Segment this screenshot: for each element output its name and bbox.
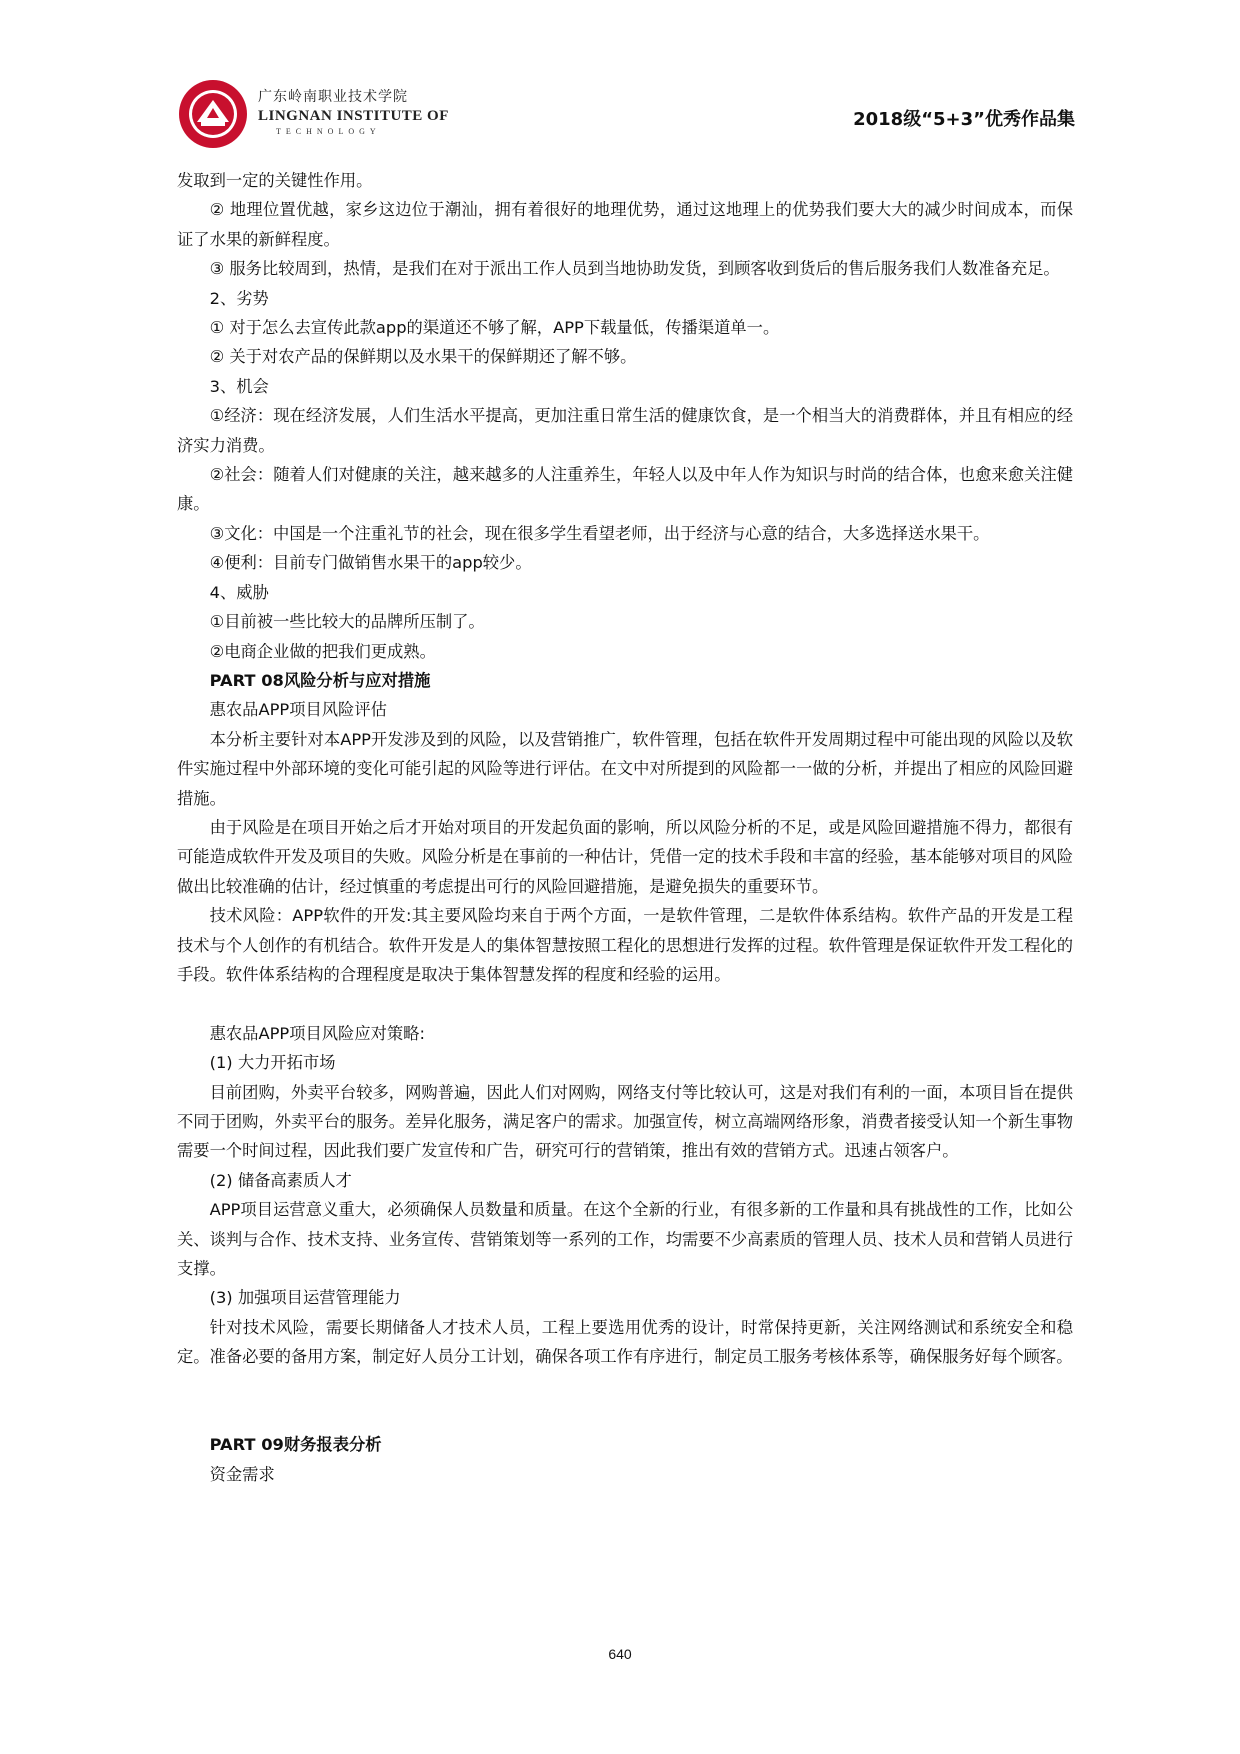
- collection-title: 2018级“5+3”优秀作品集: [853, 109, 1075, 130]
- subheading: (2) 储备高素质人才: [209, 1170, 352, 1190]
- paragraph: 惠农品APP项目风险评估: [209, 700, 387, 720]
- paragraph: ④便利：目前专门做销售水果干的app较少。: [209, 553, 532, 573]
- spacer: [177, 989, 1073, 1018]
- paragraph: 技术风险：APP软件的开发:其主要风险均来自于两个方面，一是软件管理，二是软件体系结构。软件产品的开发是工程技术与个人创作的有机结合。软件开发是人的集体智慧按照工程化的思想进行发挥的过程。软件管理是保证软件开发工程化的手段。软件体系结构的合理程度是取决于集体智慧发挥的程度和经验的运用。: [177, 906, 1073, 984]
- paragraph: 资金需求: [209, 1464, 275, 1484]
- institution-name-en-sub: TECHNOLOGY: [276, 127, 381, 136]
- institution-name-cn: 广东岭南职业技术学院: [258, 89, 408, 105]
- paragraph: 惠农品APP项目风险应对策略:: [209, 1023, 425, 1043]
- subheading: (3) 加强项目运营管理能力: [209, 1288, 401, 1308]
- school-logo-icon: [177, 78, 249, 150]
- paragraph: 发取到一定的关键性作用。: [177, 171, 373, 190]
- paragraph: 由于风险是在项目开始之后才开始对项目的开发起负面的影响，所以风险分析的不足，或是风险回避措施不得力，都很有可能造成软件开发及项目的失败。风险分析是在事前的一种估计，凭借一定的技术手段和丰富的经验，基本能够对项目的风险做出比较准确的估计，经过慎重的考虑提出可行的风险回避措施，是避免损失的重要环节。: [177, 817, 1073, 896]
- paragraph: 针对技术风险，需要长期储备人才技术人员，工程上要选用优秀的设计，时常保持更新，关注网络测试和系统安全和稳定。准备必要的备用方案，制定好人员分工计划，确保各项工作有序进行，制定员工服务考核体系等，确保服务好每个顾客。: [177, 1317, 1073, 1367]
- institution-name: [258, 86, 449, 136]
- paragraph: ③ 服务比较周到，热情，是我们在对于派出工作人员到当地协助发货，到顾客收到货后的售后服务我们人数准备充足。: [209, 259, 1060, 279]
- paragraph: ②社会：随着人们对健康的关注，越来越多的人注重养生，年轻人以及中年人作为知识与时尚的结合体，也愈来愈关注健康。: [177, 465, 1073, 514]
- paragraph: ② 关于对农产品的保鲜期以及水果干的保鲜期还了解不够。: [209, 347, 637, 367]
- paragraph: ②电商企业做的把我们更成熟。: [209, 641, 436, 661]
- page-body: [177, 166, 1073, 1489]
- paragraph: ① 对于怎么去宣传此款app的渠道还不够了解，APP下载量低，传播渠道单一。: [209, 318, 780, 338]
- institution-name-en: LINGNAN INSTITUTE OF: [258, 108, 449, 124]
- paragraph: 本分析主要针对本APP开发涉及到的风险，以及营销推广，软件管理，包括在软件开发周期过程中可能出现的风险以及软件实施过程中外部环境的变化可能引起的风险等进行评估。在文中对所提到的风险都一一做的分析，并提出了相应的风险回避措施。: [177, 729, 1073, 808]
- paragraph: ①经济：现在经济发展，人们生活水平提高，更加注重日常生活的健康饮食，是一个相当大的消费群体，并且有相应的经济实力消费。: [177, 406, 1073, 455]
- paragraph: APP项目运营意义重大，必须确保人员数量和质量。在这个全新的行业，有很多新的工作量和具有挑战性的工作，比如公关、谈判与合作、技术支持、业务宣传、营销策划等一系列的工作，均需要不少高素质的管理人员、技术人员和营销人员进行支撑。: [177, 1200, 1073, 1279]
- section-heading: PART 08风险分析与应对措施: [209, 670, 431, 690]
- subheading: (1) 大力开拓市场: [209, 1053, 336, 1073]
- paragraph: 目前团购，外卖平台较多，网购普遍，因此人们对网购，网络支付等比较认可，这是对我们有利的一面，本项目旨在提供不同于团购，外卖平台的服务。差异化服务，满足客户的需求。加强宣传，树立高端网络形象，消费者接受认知一个新生事物需要一个时间过程，因此我们要广发宣传和广告，研究可行的营销策，推出有效的营销方式。迅速占领客户。: [177, 1082, 1073, 1161]
- page-header: [0, 0, 1240, 150]
- page-number: 640: [608, 1646, 632, 1662]
- subheading: 4、威胁: [209, 582, 269, 602]
- spacer: [177, 1372, 1073, 1431]
- paragraph: ③文化：中国是一个注重礼节的社会，现在很多学生看望老师，出于经济与心意的结合，大多选择送水果干。: [209, 523, 990, 543]
- paragraph: ② 地理位置优越，家乡这边位于潮汕，拥有着很好的地理优势，通过这地理上的优势我们要大大的减少时间成本，而保证了水果的新鲜程度。: [177, 200, 1073, 249]
- paragraph: ①目前被一些比较大的品牌所压制了。: [209, 612, 485, 632]
- subheading: 3、机会: [209, 376, 269, 396]
- subheading: 2、劣势: [209, 288, 269, 308]
- section-heading: PART 09财务报表分析: [209, 1435, 382, 1455]
